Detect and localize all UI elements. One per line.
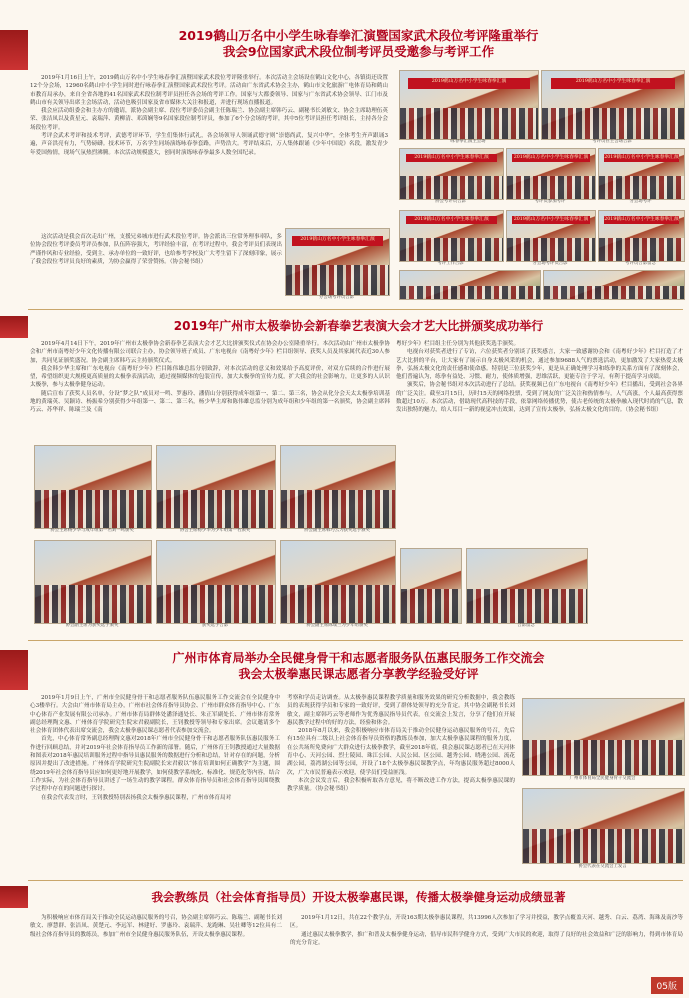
section4-body-right: [290, 914, 683, 974]
photo-banner: 2019鹤山万名中小学生咏春拳汇演: [513, 217, 589, 222]
section3-side-banner: [0, 650, 28, 690]
section2-photo: [34, 445, 152, 529]
section4-paragraph: 2019年1月12日，共在22个教学点，开设163期太极拳惠民课程，共13996人次参加了学习并授益，教学点覆盖天河、越秀、白云、荔湾、海珠及南沙等区。: [290, 915, 683, 930]
section3-photo: [522, 698, 685, 776]
section2-body-left: [30, 340, 390, 440]
section1-title-line2: 我会9位国家武术段位制考评员受邀参与考评工作: [222, 44, 495, 59]
section3-body-left: [30, 694, 280, 872]
photo-caption: 考评员参加考评: [534, 199, 566, 204]
photo-crowd: [507, 176, 595, 199]
section3-paragraph: 2019年1月9日上午，广州市全民健身骨干和志愿者服务队伍惠民服务工作交流会在全民健身中心3楼举行。大会由广州市体育局主办，广州市社会体育指导员协会、广州市群众体育指导中心、广东中心体育产业发展有限公司承办。广州市体育局群体处潘泽通处长、朱正军副处长、广州市体育常务副总经理陶文惠、广州体育学院研究生院宋君毅副院长，王钊教授等领导和专家出席。会议邀请多个社会体育团体代表出席交流会，我会太极拳惠民课志愿者代表参加交流会。: [30, 695, 280, 735]
section3-title-line1: 广州市体育局举办全民健身骨干和志愿者服务队伍惠民服务工作交流会: [172, 651, 545, 665]
section4-title: 我会教练员（社会体育指导员）开设太极拳惠民课，传播太极拳健身运动成绩显著: [151, 890, 566, 904]
photo-crowd: [507, 238, 595, 261]
photo-crowd: [523, 740, 684, 775]
photo-banner: 2019鹤山万名中小学生咏春拳汇演: [604, 155, 679, 160]
photo-crowd: [35, 585, 151, 623]
section1-photo: [598, 210, 685, 262]
section4-paragraph: 为积极响应市体育局关于推动全民运动惠民服务的号召，协会副主席韩巧云、陈瑞兰、副秘书长刘敏文、廖慧群、张洁凤、黄楚元、李远军、林建好、罗惠玲、袁瑞萍、龙跑琳、吴壮卿等12位具有二级社会体育指导员的教练员，参加广州市全民健身惠民服务队伍，开设太极拳惠民课程。: [30, 915, 282, 938]
section1-photo: [399, 270, 541, 300]
photo-banner: 2019鹤山万名中小学生咏春拳汇演: [551, 78, 676, 89]
photo-banner: 2019鹤山万名中小学生咏春拳汇演: [408, 78, 529, 89]
section1-photo: [285, 228, 390, 296]
section2-side-banner: [0, 316, 28, 338]
photo-crowd: [400, 238, 503, 261]
photo-caption: 协会主席杨少华为少年组第一名颁奖: [179, 528, 251, 533]
section1-title: [28, 28, 689, 60]
photo-crowd: [400, 176, 503, 199]
section1-body: [30, 74, 388, 224]
section3-photo: [522, 788, 685, 864]
section2-photo: [34, 540, 152, 624]
section2-paragraph: 随后宣布了获奖人员名单，分设“梦之队”成员对一鸣、罗惠玲、潘倩山分别获得成年组第一、第二、第三名，协会从化分会天太太极拳培训基地的黄瑞英、吴颖诗、杨振希分别获得少年组第一、第二、第三名，杨少华主席和陈伟雄总监分别为成年组和少年组的第一名颁奖，协会副主席韩巧云、苏华祥、陈瑞兰及《南: [30, 390, 390, 414]
photo-caption: 获奖选手合影: [201, 623, 229, 628]
photo-crowd: [599, 176, 684, 199]
section2-photo: [156, 445, 276, 529]
section1-photo: [399, 210, 504, 262]
section1-photo: [598, 148, 685, 200]
section2-paragraph: 颁奖后，协会秘书组对本次活动进行了总结。获奖视频已在广东电视台《南粤好少年》栏目播出，受到社会各界的广泛关注。截至3月15日，历时15天的网络投票，受到了网友的广泛关注和热情参与，人气高涨，个人最高获得票数超过10万。本次活动，借助现代高科技的手段，依靠网络传播优势，使古老传统的太极拳融入现代时尚的气息，散发出独特的魅力，给人耳目一新的视觉冲击效果，达到了宣传太极拳，弘扬太极文化的目的。（协会秘书组）: [396, 382, 683, 414]
photo-caption: 分会场考评员合影: [532, 261, 568, 266]
photo-banner: 2019鹤山万名中小学生咏春拳汇演: [513, 155, 589, 160]
photo-crowd: [281, 490, 395, 528]
photo-caption: 协会代表在交流会上发言: [578, 864, 627, 869]
section4-paragraph: 通过惠民太极拳教学，推广和普及太极拳健身运动，倡导市民科学健身方式，受到广大市民的欢迎，取得了良好的社会效益和广泛的影响力，得到市体育局的充分肯定。: [290, 931, 683, 946]
photo-caption: 考评员合影留念: [625, 261, 656, 266]
section1-photo: [543, 270, 685, 300]
section1-paragraph: 我会应活动组委会和主办方的邀请，派协会副主席、段位考评委员会副主任陈瑞兰、协会副主席韩巧云、副秘书长刘敏文、协会主席助理伍英荣、张洁凤以及黄星元、袁瑞萍、黄柳清、邓茵娴等9名国家段位制考评员，参加了6个分会场的考评，其中5位考评员担任考评组长，主持各分会场段位考评。: [30, 108, 388, 131]
section2-photo: [156, 540, 276, 624]
section1-paragraph: 考评会武术考评和技术考评，武德考评环节，学生们集体行武礼，各会场领导人领诵武德守则“崇德尚武，复兴中华”，全体考生齐声跟诵3遍，声音洪亮有力，气势磅礴。技术环节，万名学生同场演练咏春拳套路，声势浩大。考评结束后，万人集体跟诵《少年中国说》名段，激发青少年爱国热情，现场气氛热烈沸腾。本次活动规模盛大，创同时演练咏春拳最多人数全国纪录。: [30, 133, 388, 156]
photo-crowd: [157, 585, 275, 623]
section-divider: [28, 640, 683, 641]
section1-photo: [541, 70, 685, 140]
section-divider: [28, 880, 683, 881]
section2-paragraph: 粤好少年》栏目组主任分别为其他获奖选手颁奖。: [396, 341, 520, 347]
section3-paragraph: 首先，中心体育常务副总经理陶文惠对2018年广州市全民健身骨干和志愿者服务队伍惠民服务工作进行回顾总结，并对2019年社会体育指导员工作新的部署。随后，广州体育王钊教授通过大量数据和图表对2018年惠民培训服务过程中指导员惠民服务的数据进行分析和总结，针对存在的问题，分析原因并提出了改进措施。广州体育学院研究生院副院长宋君毅以“体育培训如何正确教学”为主题，围绕2019年社会体育指导员应如何更好地开展教学，如何使教学系统化、标准化、规范化等内容，结合工作实际，为社会体育指导员讲述了一场生动的教学课程。群众体育指导员和社会体育指导员围绕教学过程中存在的问题进行探讨。: [30, 736, 280, 793]
photo-crowd: [281, 585, 395, 623]
photo-caption: 协会副主席韩巧云为获奖选手颁奖: [304, 528, 370, 533]
section3-title-line2: 我会太极拳惠民课志愿者分享教学经验受好评: [238, 667, 479, 681]
photo-caption: 协会副主席陈瑞兰为少年组颁奖: [306, 623, 368, 628]
section3-paragraph: 2018年8月以来，我会积极响应市体育局关于推动全民健身运动惠民服务的号召，先后有15位具有二级以上社会体育指导员资格的教练员参加，加大太极拳惠民课程的服务力度，在公共场所免费向广大群众进行太极拳教学，截至2018年底，我会惠民课志愿者已在天河体育中心、天河公园、烈士陵园、珠江公园、人民公园、区公园、越秀公园、晓港公园、流花湖公园，荔湾湖公园等公园，开设了18个太极拳惠民课教学点，年均惠民服务超过8000人次，广大市民普遍表示欢迎，使学员们受益匪浅。: [287, 728, 515, 776]
section3-paragraph: 在我会代表发言时，王钊教授特别表扬我会太极拳惠民课程，广州市体育局对: [41, 794, 232, 801]
photo-crowd: [467, 589, 587, 623]
section4-side-banner: [0, 886, 28, 908]
photo-crowd: [400, 108, 538, 139]
photo-banner: 2019鹤山万名中小学生咏春拳汇演: [292, 236, 383, 247]
section1-body-tail: [30, 233, 282, 305]
photo-crowd: [523, 829, 684, 863]
section2-paragraph: 电视台对获奖者进行了专访，六位获奖者分别谈了获奖感言，大家一致感谢协会和《南粤好少年》栏目打造了才艺大比拼的平台，让大家有了展示自身太极风采的机会，通过参加9688人气的票选活动，更加激发了大家热爱太极拳，弘扬太极文化的责任感和使命感。特别是三位获奖少年，更是从正确处理学习和练拳的关系方面有了深刻体会，他们普遍认为，练拳有益处、习惯、耐力，使体质增强，思维活跃，更能专注于学习，有利于提高学习成绩。: [396, 349, 683, 381]
section2-photo: [34, 558, 35, 559]
section3-paragraph: 本次会议发言后，我会积极听取各方意见，将不断改进工作方法，提高太极拳惠民课的教学质量。（协会秘书组）: [287, 777, 515, 793]
section-divider: [28, 309, 683, 310]
section1-photo: [506, 210, 596, 262]
section3-body-right: [287, 694, 515, 872]
photo-caption: 合影留念: [517, 623, 535, 628]
section2-photo: [280, 445, 396, 529]
section4-body-left: [30, 914, 282, 974]
section2-photo: [400, 548, 462, 624]
photo-crowd: [544, 286, 684, 299]
section3-paragraph: 考察和学员走访调查。从太极拳惠民课程教学质量和服务效果的研究分析数据中，我会教练员的表现获得学员和专家的一致好评，受到了群体处领导的充分肯定。其中协会副秘书长刘敏文，副主席韩巧云等老师作为优秀惠民指导员代表，在交流会上发言，分享了他们在开展惠民教学过程中的好的方法，经验和体会。: [287, 695, 515, 726]
section1-title-line1: 2019鹤山万名中小学生咏春拳汇演暨国家武术段位考评隆重举行: [178, 28, 539, 43]
section1-side-banner: [0, 30, 28, 70]
photo-caption: 协会考评员合影: [435, 199, 466, 204]
section2-title: 2019年广州市太极拳协会新春拳艺表演大会才艺大比拼颁奖成功举行: [173, 319, 544, 333]
section2-paragraph: 2019年4月14日下午，2019年广州市太极拳协会新春拳艺表演大会才艺大比拼颁奖仪式在协会办公室隆重举行。本次活动由广州市太极拳协会和广州市南粤好少年文化传播有限公司联合主办，协会领导班子成员、广东电视台《南粤好少年》栏目组领导、获奖人员及其家属代表近30人参加，共同见证颁奖盛况。协会副主席韩巧云主持颁奖仪式。: [30, 341, 390, 364]
page-number: 05版: [651, 977, 683, 994]
section1-photo: [399, 148, 504, 200]
photo-banner: 2019鹤山万名中小学生咏春拳汇演: [406, 216, 497, 224]
section2-photo: [280, 540, 396, 624]
section1-paragraph: 2019年1月16日上午，2019鹤山万名中小学生咏春拳汇演暨国家武术段位考评隆重举行。本次活动主会场设在鹤山文化中心，各镇街还设置12个分会场，12960名鹤山中小学生同时进行咏春拳汇演暨国家武术段位考评。活动由广东省武术协会主办，鹤山市文化旅游广电体育局和鹤山市教育局承办，来自全省各地的41名国家武术段位制考评员担任各会场的考评工作。国家与大都委领导、国家与广东省武术协会领导、江门市及鹤山市有关领导出席主会场活动，活动也吸引国家及省市媒体大关注和报道，并进行现场直播报道。: [30, 75, 388, 106]
photo-crowd: [599, 238, 684, 261]
section3-title: [28, 650, 689, 682]
section2-paragraph: 我会韩少华主席和广东电视台《南粤好少年》栏目陈伟雄总监分别致辞，对本次活动的意义和效果给予高度评价，对双方后续的合作进行展望，希望组织更大规模更高质量的太极拳表演活动，通过视频媒体的包装宣传，加大太极拳的宣传力度，扩大我会的社会影响力，让更多的人认识太极拳，参与太极拳健身运动。: [30, 365, 390, 389]
section2-photo: [466, 548, 588, 624]
photo-caption: 广州市体育局全民健身骨干交流会: [569, 776, 636, 781]
section1-photo: [506, 148, 596, 200]
photo-crowd: [157, 490, 275, 528]
photo-caption: 协会副主席为获奖选手颁奖: [65, 623, 119, 628]
photo-crowd: [400, 286, 540, 299]
photo-crowd: [401, 589, 461, 623]
photo-crowd: [542, 108, 684, 139]
photo-crowd: [286, 265, 389, 295]
photo-caption: 分会场考评员合影: [318, 295, 355, 300]
photo-caption: 分会场考评: [629, 199, 652, 204]
photo-crowd: [35, 490, 151, 528]
section1-photo: [399, 70, 539, 140]
photo-caption: 咏春拳汇演主会场: [450, 139, 486, 144]
photo-caption: 考评员在主会场合影: [592, 139, 632, 144]
photo-caption: 考评工作合影: [437, 261, 464, 266]
section1-paragraph: 这次活动是我会首次走出广州，支援兄弟城市进行武术段位考评。协会派出三位常务理事率队，多位协会段位考评委员考评员参加，队伍阵容强大，考评经验丰富，在考评过程中，我会考评员们表现出严谨作风和专业经验，受到主、承办单位的一致好评，也给参考学校及广大考生留下了深刻印象，展示了我会段位考评员良好的素质，为协会赢得了荣誉赞扬。（协会秘书组）: [30, 234, 282, 265]
photo-caption: 协会主席杨少华与成年组第一名刘一鸣颁奖: [50, 528, 134, 533]
photo-banner: 2019鹤山万名中小学生咏春拳汇演: [604, 217, 679, 222]
photo-banner: 2019鹤山万名中小学生咏春拳汇演: [406, 154, 497, 162]
